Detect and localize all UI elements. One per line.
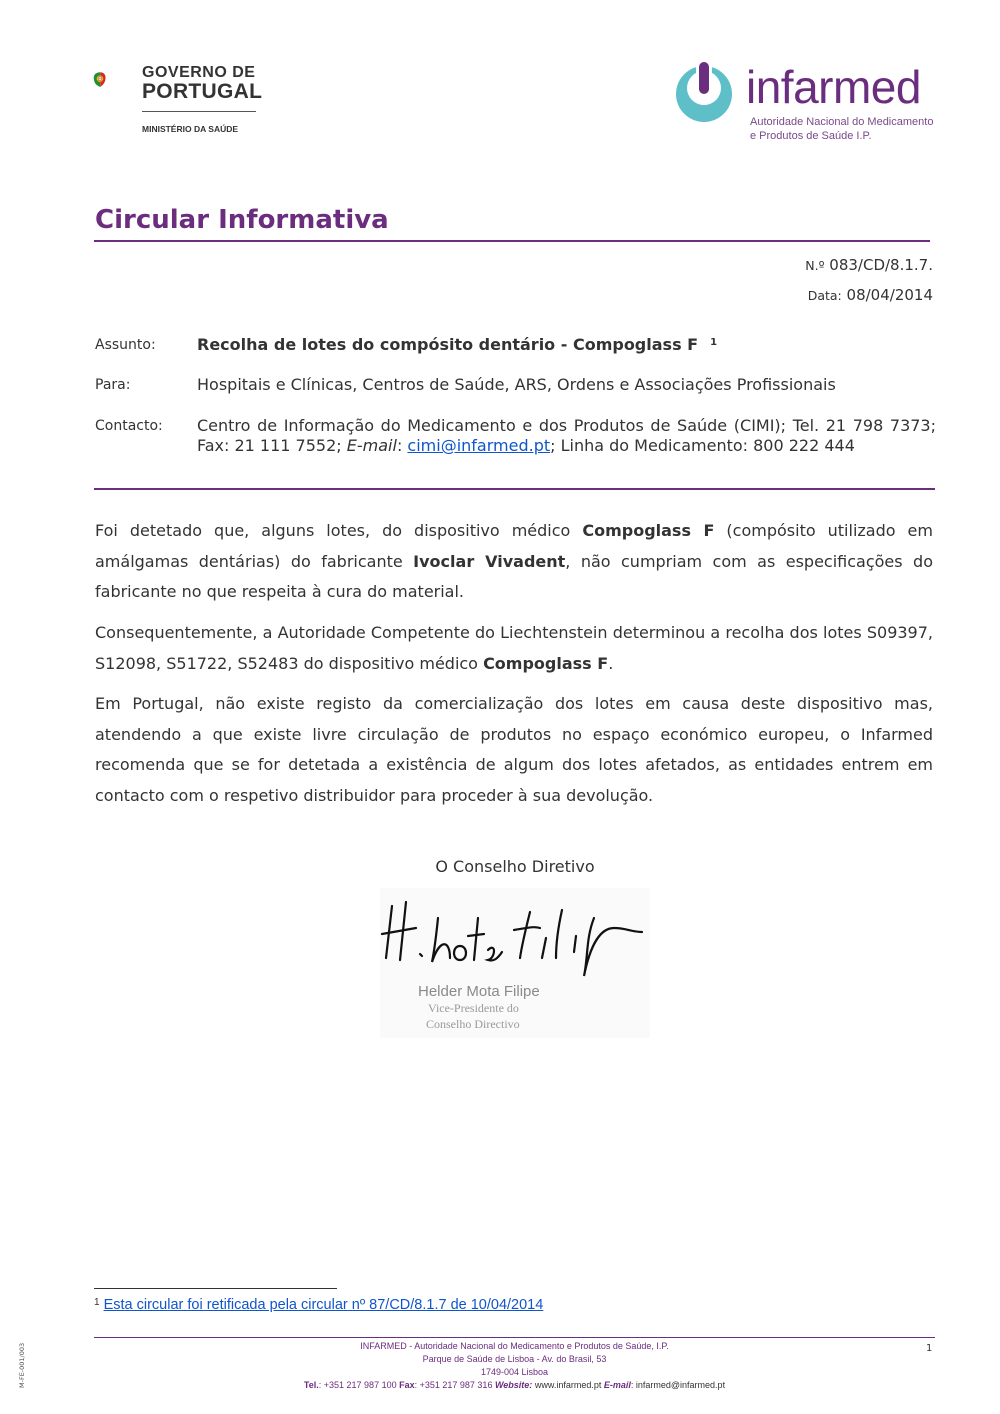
contact-label: Contacto: bbox=[95, 418, 163, 434]
contact-part2: ; Linha do Medicamento: 800 222 444 bbox=[550, 436, 855, 455]
infarmed-subtitle-1: Autoridade Nacional do Medicamento bbox=[750, 116, 934, 128]
footnote-divider bbox=[94, 1288, 337, 1289]
contact-colon: : bbox=[396, 436, 403, 455]
header-divider bbox=[94, 488, 935, 490]
date-value: 08/04/2014 bbox=[846, 286, 933, 304]
number-value: 083/CD/8.1.7. bbox=[829, 256, 933, 274]
gov-text-line2: PORTUGAL bbox=[142, 80, 263, 103]
infarmed-wordmark: infarmed bbox=[746, 61, 921, 113]
footer-tel-value: : +351 217 987 100 bbox=[318, 1380, 397, 1390]
p3-text: Em Portugal, não existe registo da comercialização dos lotes em causa deste dispositivo mas, atendendo a que existe livre circulação de produtos no espaço económico europeu, o Infarmed recomenda que se for detetada a existência de algum dos lotes afetados, as entidades entrem em contacto com o respetivo distribuidor para proceder à sua devolução. bbox=[95, 694, 933, 805]
footer-web-link[interactable]: www.infarmed.pt bbox=[534, 1380, 602, 1390]
p2-text-a: Consequentemente, a Autoridade Competente do Liechtenstein determinou a recolha dos lotes S09397, S12098, S51722, S52483 do dispositivo médico bbox=[95, 623, 933, 673]
gov-text-line1: GOVERNO DE bbox=[142, 64, 256, 81]
footer-email-label: E-mail bbox=[603, 1380, 631, 1390]
p1-text-e: , não cumpriam com as especificações do fabricante no que respeita à cura do material. bbox=[95, 551, 933, 601]
body-paragraph-2 bbox=[95, 618, 933, 679]
gov-divider bbox=[142, 111, 256, 112]
page-number: 1 bbox=[926, 1343, 933, 1354]
to-value: Hospitais e Clínicas, Centros de Saúde, ARS, Ordens e Associações Profissionais bbox=[197, 375, 836, 394]
infarmed-logo-icon bbox=[674, 58, 738, 124]
contact-value bbox=[197, 416, 936, 456]
body-paragraph-3 bbox=[95, 689, 933, 811]
footer-line2: Parque de Saúde de Lisboa - Av. do Brasil, 53 bbox=[422, 1354, 607, 1364]
infarmed-subtitle-2: e Produtos de Saúde I.P. bbox=[750, 130, 872, 142]
footnote-link[interactable]: Esta circular foi retificada pela circular nº 87/CD/8.1.7 de 10/04/2014 bbox=[103, 1297, 544, 1313]
footer-fax-label: Fax bbox=[399, 1380, 415, 1390]
footer-tel-label: Tel. bbox=[303, 1380, 319, 1390]
document-date bbox=[808, 286, 933, 304]
subject-label: Assunto: bbox=[95, 337, 156, 353]
footer-fax-value: : +351 217 987 316 bbox=[414, 1380, 493, 1390]
contact-part1: Centro de Informação do Medicamento e dos Produtos de Saúde (CIMI); Tel. 21 798 7373; Fax: 21 111 7552; bbox=[197, 416, 936, 455]
p1-manufacturer: Ivoclar Vivadent bbox=[413, 551, 566, 571]
date-label: Data: bbox=[807, 288, 842, 303]
footer-divider bbox=[94, 1337, 935, 1338]
footer-email-link[interactable]: : infarmed@infarmed.pt bbox=[630, 1380, 726, 1390]
board-label: O Conselho Diretivo bbox=[435, 857, 595, 876]
footnote bbox=[94, 1297, 543, 1313]
footer-web-label: Website: bbox=[494, 1380, 533, 1390]
signature-name: Helder Mota Filipe bbox=[418, 983, 540, 1000]
form-code: M-FE-001/003 bbox=[18, 1342, 26, 1388]
document-number bbox=[805, 256, 933, 274]
number-label: N.º bbox=[805, 258, 825, 273]
contact-email-label: E-mail bbox=[346, 436, 397, 455]
gov-ministry: MINISTÉRIO DA SAÚDE bbox=[142, 124, 239, 134]
to-label: Para: bbox=[95, 377, 131, 393]
footer-line1: INFARMED - Autoridade Nacional do Medicamento e Produtos de Saúde, I.P. bbox=[360, 1341, 669, 1351]
p1-text-c: (compósito utilizado em amálgamas dentárias) do fabricante bbox=[95, 521, 933, 571]
title-divider bbox=[94, 240, 930, 242]
body-paragraph-1 bbox=[95, 516, 933, 608]
contact-email-link[interactable]: cimi@infarmed.pt bbox=[407, 436, 551, 455]
portugal-government-logo bbox=[92, 56, 142, 112]
signature-role-1: Vice-Presidente do bbox=[428, 1001, 519, 1015]
document-title: Circular Informativa bbox=[95, 205, 389, 235]
subject-value bbox=[197, 335, 936, 355]
subject-footnote-ref[interactable]: 1 bbox=[710, 337, 718, 348]
p1-product: Compoglass F bbox=[582, 521, 715, 540]
signature-role-2: Conselho Directivo bbox=[426, 1017, 520, 1031]
p2-product: Compoglass F bbox=[483, 653, 609, 673]
p1-text-a: Foi detetado que, alguns lotes, do dispositivo médico bbox=[95, 521, 571, 540]
p2-text-c: . bbox=[608, 653, 614, 673]
footer-contacts bbox=[94, 1380, 935, 1390]
signature-image bbox=[380, 888, 650, 1038]
subject-text: Recolha de lotes do compósito dentário - Compoglass F bbox=[197, 335, 699, 354]
footer-line3: 1749-004 Lisboa bbox=[480, 1367, 549, 1377]
footnote-number: 1 bbox=[94, 1297, 100, 1308]
